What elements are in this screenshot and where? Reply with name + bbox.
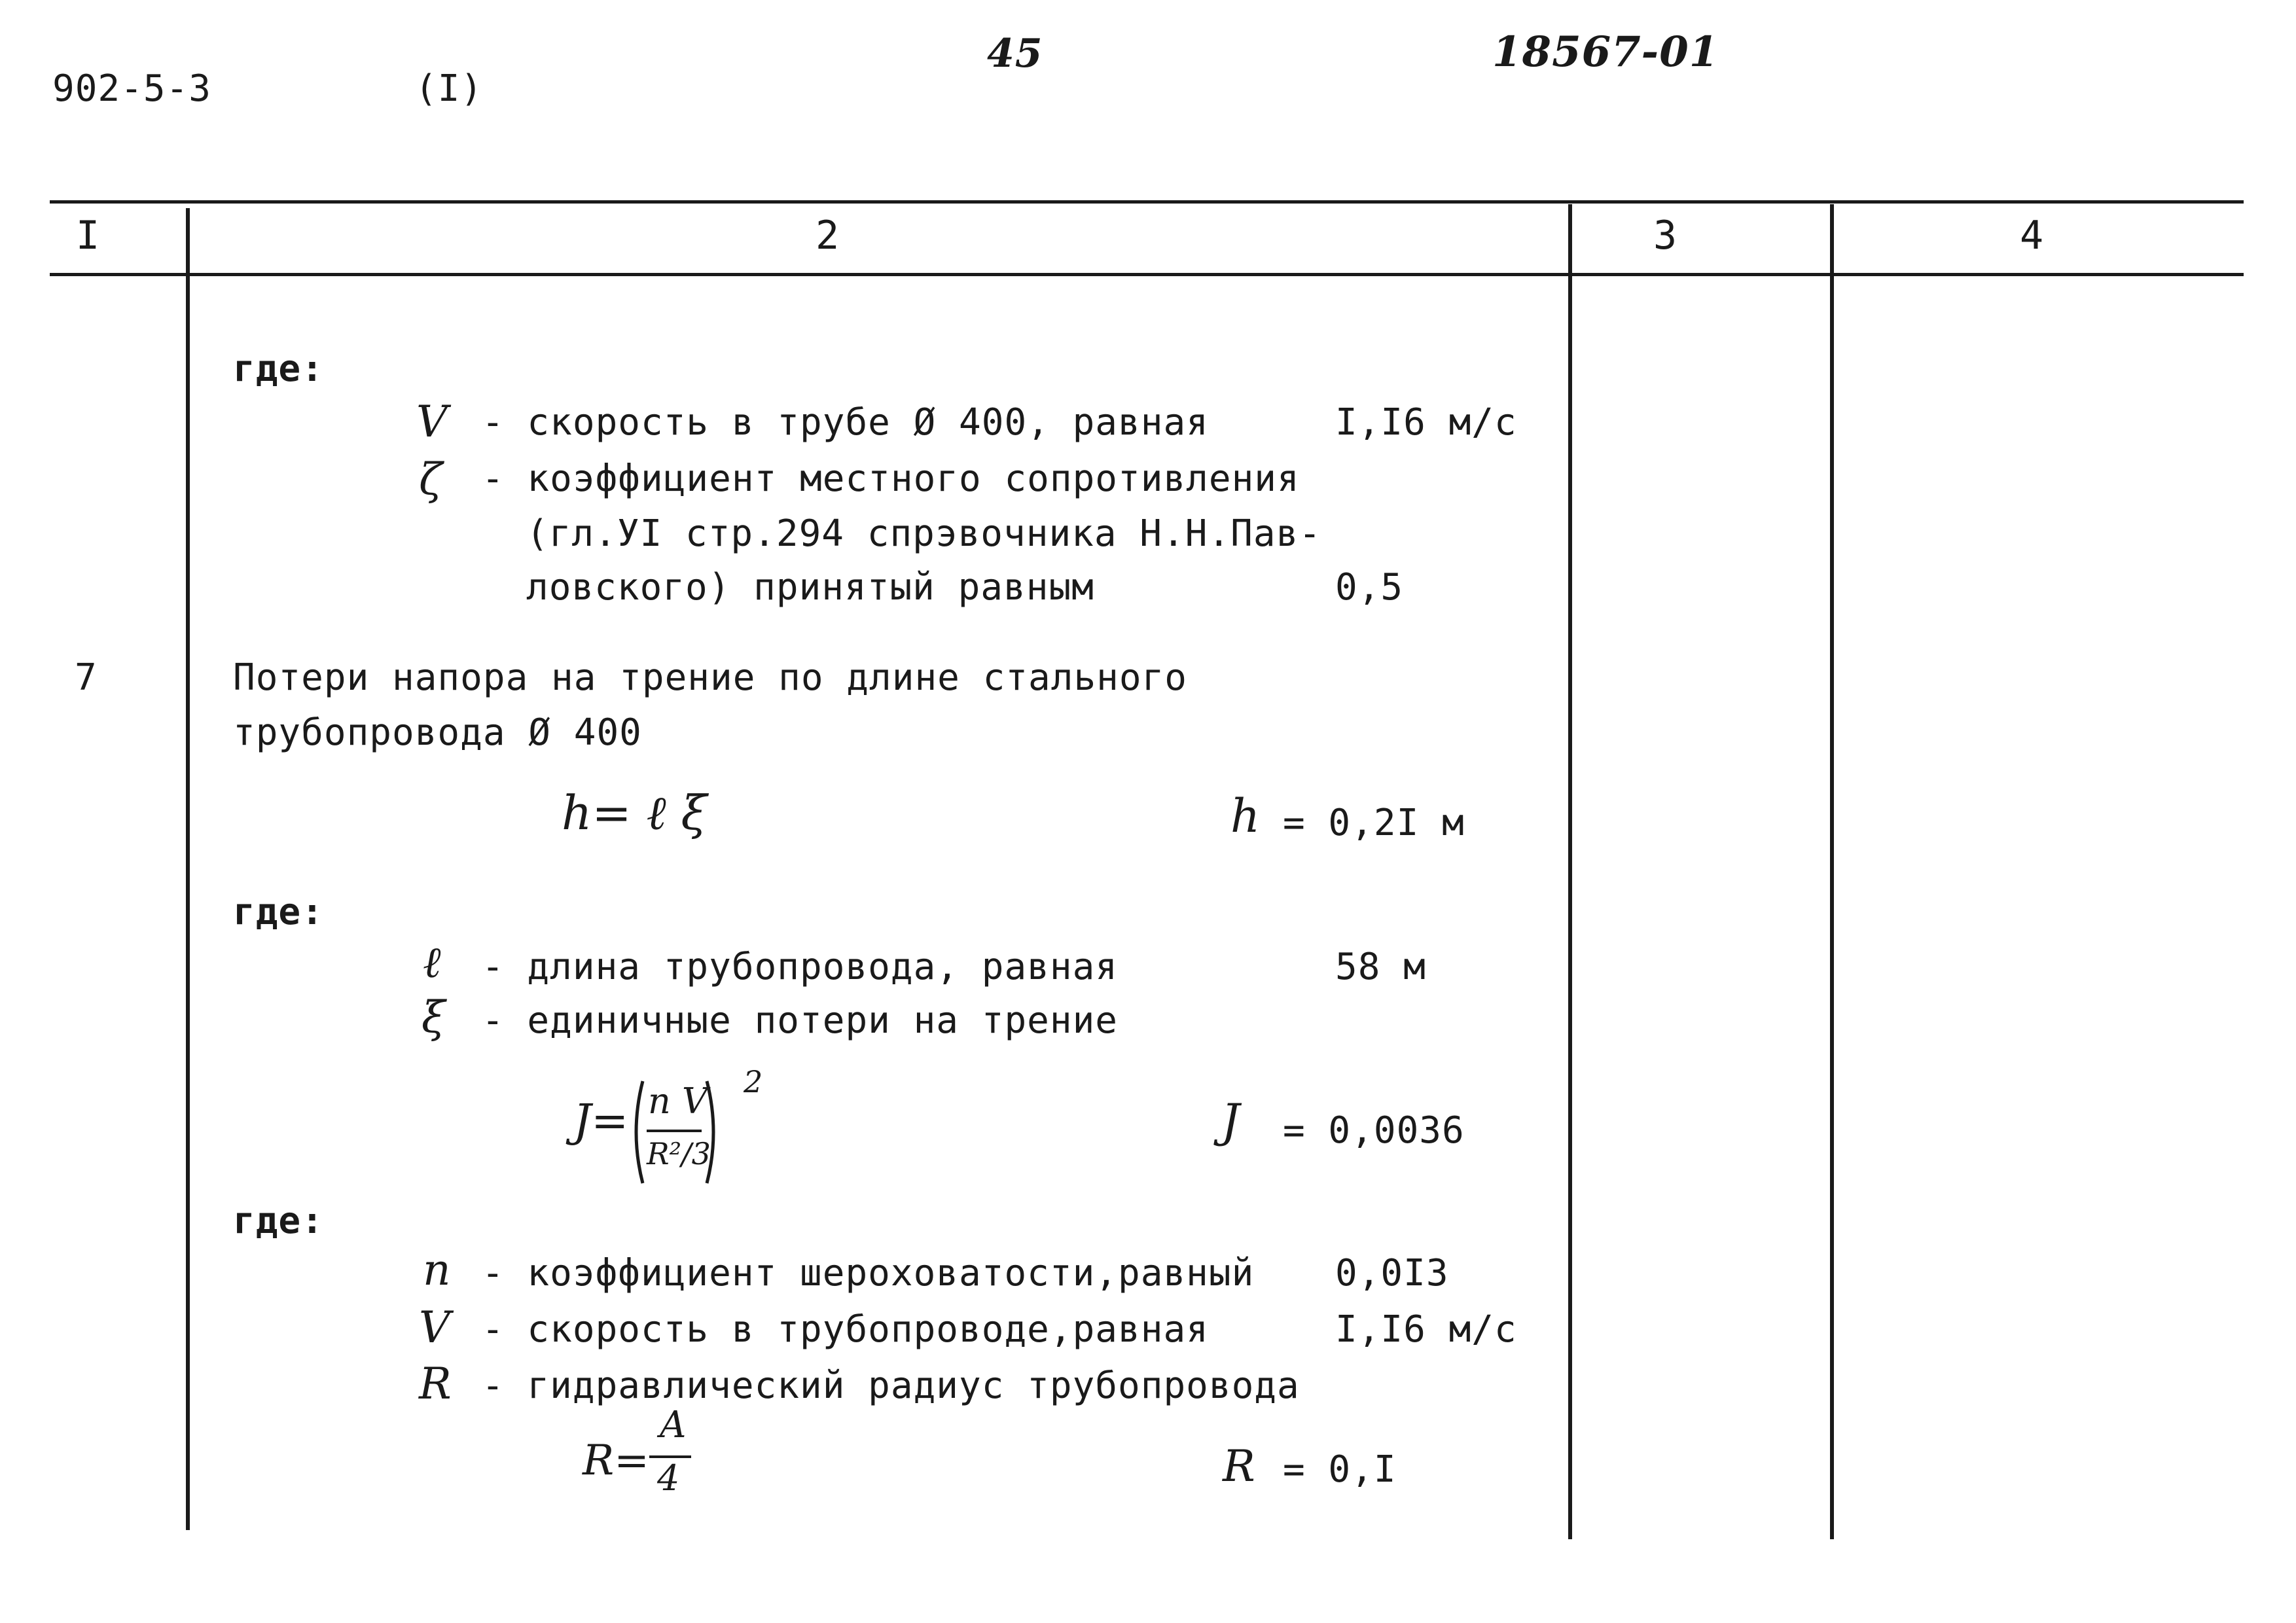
formula-h: h= ℓ ξ <box>562 785 708 840</box>
page-number: 45 <box>987 31 1043 77</box>
length-description: - длина трубопровода, равная <box>482 946 1119 988</box>
velocity-value: I,I6 м/с <box>1335 401 1517 444</box>
xi-description: - единичные потери на трение <box>482 999 1119 1042</box>
result-j-symbol: J <box>1221 1094 1240 1148</box>
col-header-4: 4 <box>2020 213 2044 259</box>
formula-j-denominator: R²/3 <box>647 1136 711 1171</box>
formula-r-denominator: 4 <box>657 1457 680 1499</box>
table-top-rule <box>50 200 2244 204</box>
formula-j-numerator: n V <box>648 1080 708 1122</box>
where-label: где: <box>233 348 324 390</box>
xi-symbol: ξ <box>422 992 446 1043</box>
zeta-description-line1: - коэффициент местного сопротивления <box>482 457 1300 500</box>
col-divider-3 <box>1830 204 1834 1539</box>
roughness-symbol: n <box>423 1245 451 1295</box>
col-divider-1 <box>186 208 190 1530</box>
where-label-2: где: <box>233 891 324 933</box>
col-header-1: I <box>76 213 100 259</box>
col-header-2: 2 <box>816 213 840 259</box>
velocity2-symbol: V <box>419 1302 450 1353</box>
col-header-3: 3 <box>1653 213 1677 259</box>
formula-j-lhs: J= <box>573 1096 629 1147</box>
result-j-value: = 0,0036 <box>1283 1109 1465 1152</box>
result-r-symbol: R <box>1223 1441 1255 1491</box>
sheet-mark: (I) <box>415 67 484 110</box>
result-h-symbol: h <box>1230 789 1261 843</box>
doc-code: 902-5-3 <box>52 67 212 110</box>
velocity2-value: I,I6 м/с <box>1335 1308 1517 1351</box>
item-title-line1: Потери напора на трение по длине стального <box>233 656 1188 699</box>
length-value: 58 м <box>1335 946 1426 988</box>
roughness-description: - коэффициент шероховатости,равный <box>482 1252 1255 1294</box>
velocity-description: - скорость в трубе Ø 400, равная <box>482 401 1209 444</box>
zeta-description-line3: ловского) принятый равным <box>526 566 1094 609</box>
zeta-symbol: ζ <box>419 454 442 505</box>
zeta-value: 0,5 <box>1335 566 1404 609</box>
item-title-line2: трубопровода Ø 400 <box>233 711 642 754</box>
archive-number: 18567-01 <box>1492 27 1719 77</box>
formula-r-numerator: A <box>660 1404 687 1446</box>
zeta-description-line2: (гл.УI стр.294 спрэвочника Н.Н.Пав- <box>526 512 1322 555</box>
formula-r-lhs: R= <box>583 1436 649 1485</box>
item-number: 7 <box>75 656 98 699</box>
radius-description: - гидравлический радиус трубопровода <box>482 1364 1300 1407</box>
result-r-value: = 0,I <box>1283 1448 1397 1491</box>
col-divider-2 <box>1568 204 1572 1539</box>
velocity-symbol: V <box>416 397 448 447</box>
table-header-rule <box>50 273 2244 276</box>
velocity2-description: - скорость в трубопроводе,равная <box>482 1308 1209 1351</box>
roughness-value: 0,0I3 <box>1335 1252 1449 1294</box>
length-symbol: ℓ <box>423 937 441 988</box>
result-h-value: = 0,2I м <box>1283 802 1465 844</box>
where-label-3: где: <box>233 1200 324 1242</box>
radius-symbol: R <box>419 1359 452 1409</box>
formula-j-exponent: 2 <box>744 1064 763 1099</box>
